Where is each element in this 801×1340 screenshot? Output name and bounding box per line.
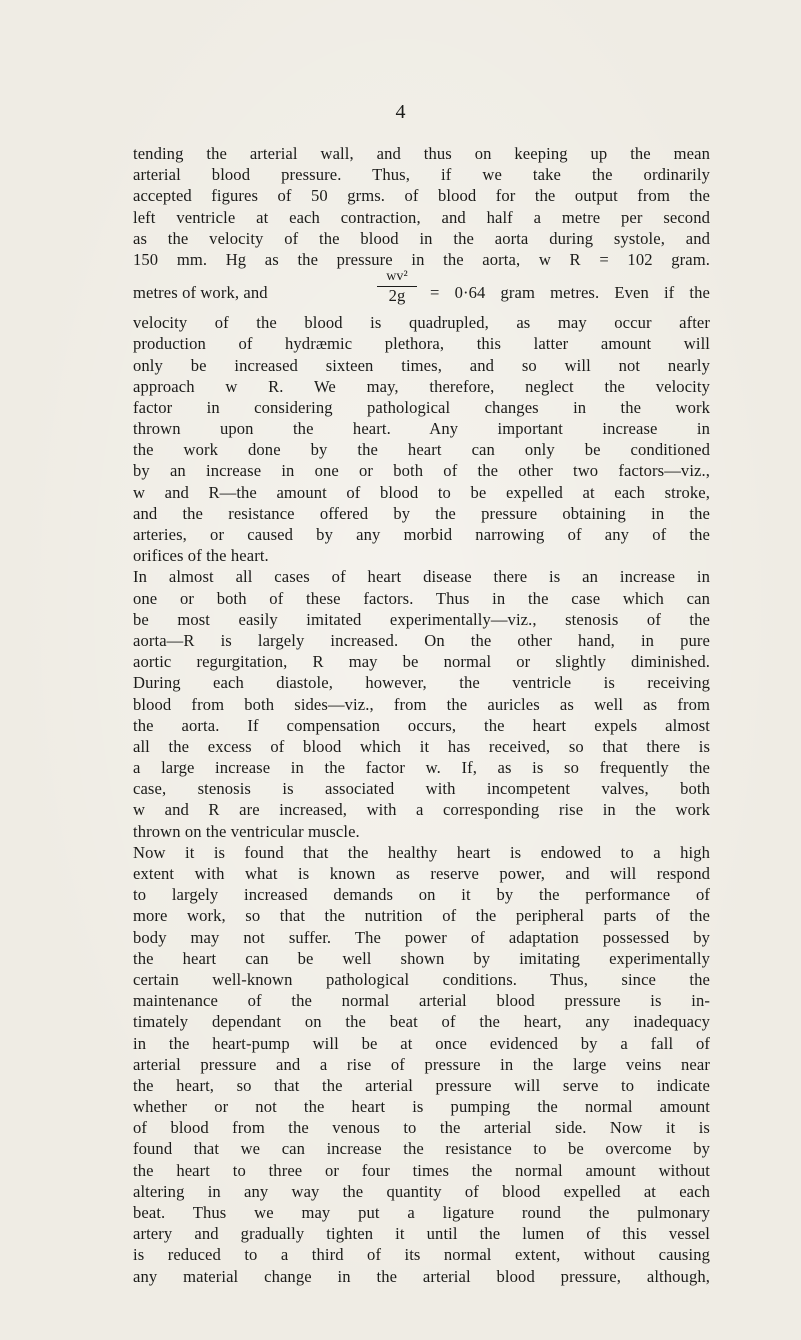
text-line: only be increased sixteen times, and so will not nearly xyxy=(133,355,710,375)
text-line: production of hydræmic plethora, this latter amount will xyxy=(133,334,710,354)
text-line: w and R—the amount of blood to be expelled at each stroke, xyxy=(133,482,710,502)
text-line: be most easily imitated experimentally—viz., stenosis of the xyxy=(133,609,710,629)
text-line: the aorta. If compensation occurs, the heart expels almost xyxy=(133,715,710,735)
text-line: blood from both sides—viz., from the auricles as well as from xyxy=(133,694,710,714)
text-line: the heart to three or four times the normal amount without xyxy=(133,1160,710,1180)
text-line: aorta—R is largely increased. On the other hand, in pure xyxy=(133,630,710,650)
text-line: of blood from the venous to the arterial side. Now it is xyxy=(133,1118,710,1138)
text-line: and the resistance offered by the pressure obtaining in the xyxy=(133,503,710,523)
text-line: by an increase in one or both of the other two factors—viz., xyxy=(133,461,710,481)
text-line: extent with what is known as reserve power, and will respond xyxy=(133,864,710,883)
body-text xyxy=(133,143,710,1287)
text-line: left ventricle at each contraction, and half a metre per second xyxy=(133,207,710,227)
text-line: maintenance of the normal arterial blood pressure is in- xyxy=(133,991,710,1011)
text-line: found that we can increase the resistance to be overcome by xyxy=(133,1139,710,1159)
page-number: 4 xyxy=(395,101,406,123)
text-line: thrown upon the heart. Any important increase in xyxy=(133,419,710,439)
text-line: aortic regurgitation, R may be normal or slightly diminished. xyxy=(133,652,710,672)
formula-trail-text: = 0·64 gram metres. Even if the xyxy=(430,283,710,303)
text-line: any material change in the arterial blood pressure, although, xyxy=(133,1266,710,1286)
text-line: factor in considering pathological changes in the work xyxy=(133,397,710,417)
text-line: whether or not the heart is pumping the normal amount xyxy=(133,1097,710,1117)
text-line: accepted figures of 50 grms. of blood for the output from the xyxy=(133,186,710,206)
text-line: 150 mm. Hg as the pressure in the aorta, w R = 102 gram. xyxy=(133,249,710,269)
text-line: arterial blood pressure. Thus, if we take the ordinarily xyxy=(133,165,710,185)
text-line: the heart, so that the arterial pressure will serve to indicate xyxy=(133,1075,710,1095)
text-line: to largely increased demands on it by the performance of xyxy=(133,885,710,905)
text-line: orifices of the heart. xyxy=(133,546,269,566)
text-line: During each diastole, however, the ventricle is receiving xyxy=(133,673,710,693)
text-line: timately dependant on the beat of the heart, any inadequacy xyxy=(133,1012,710,1032)
text-line: arterial pressure and a rise of pressure in the large veins near xyxy=(133,1054,710,1074)
text-line: artery and gradually tighten it until the lumen of this vessel xyxy=(133,1224,710,1244)
text-line: the heart can be well shown by imitating experimentally xyxy=(133,948,710,968)
text-line: velocity of the blood is quadrupled, as may occur after xyxy=(133,313,710,333)
text-line: is reduced to a third of its normal extent, without causing xyxy=(133,1245,710,1265)
text-line: one or both of these factors. Thus in the case which can xyxy=(133,588,710,608)
text-line: the work done by the heart can only be conditioned xyxy=(133,440,710,460)
formula-lead-text: metres of work, and xyxy=(133,283,268,303)
text-line: more work, so that the nutrition of the peripheral parts of the xyxy=(133,906,710,926)
text-line: w and R are increased, with a corresponding rise in the work xyxy=(133,800,710,820)
fraction xyxy=(375,270,419,305)
text-line: all the excess of blood which it has received, so that there is xyxy=(133,736,710,756)
paragraph-start-line: In almost all cases of heart disease there is an increase in xyxy=(133,567,710,587)
text-line: in the heart-pump will be at once evidenced by a fall of xyxy=(133,1033,710,1053)
fraction-numerator: wv² xyxy=(386,269,408,285)
paragraph-start-line: Now it is found that the healthy heart is endowed to a high xyxy=(133,842,710,862)
text-line: beat. Thus we may put a ligature round the pulmonary xyxy=(133,1203,710,1222)
text-line: as the velocity of the blood in the aorta during systole, and xyxy=(133,228,710,248)
text-line: tending the arterial wall, and thus on keeping up the mean xyxy=(133,144,710,163)
formula-line xyxy=(133,270,710,312)
text-line: arteries, or caused by any morbid narrowing of any of the xyxy=(133,525,710,544)
text-line: body may not suffer. The power of adaptation possessed by xyxy=(133,927,710,947)
text-line: altering in any way the quantity of blood expelled at each xyxy=(133,1181,710,1201)
fraction-denominator: 2g xyxy=(388,286,406,306)
text-line: certain well-known pathological conditions. Thus, since the xyxy=(133,969,710,989)
text-line: approach w R. We may, therefore, neglect the velocity xyxy=(133,376,710,396)
text-line: a large increase in the factor w. If, as is so frequently the xyxy=(133,758,710,778)
text-line: thrown on the ventricular muscle. xyxy=(133,821,360,841)
text-line: case, stenosis is associated with incompetent valves, both xyxy=(133,779,710,799)
